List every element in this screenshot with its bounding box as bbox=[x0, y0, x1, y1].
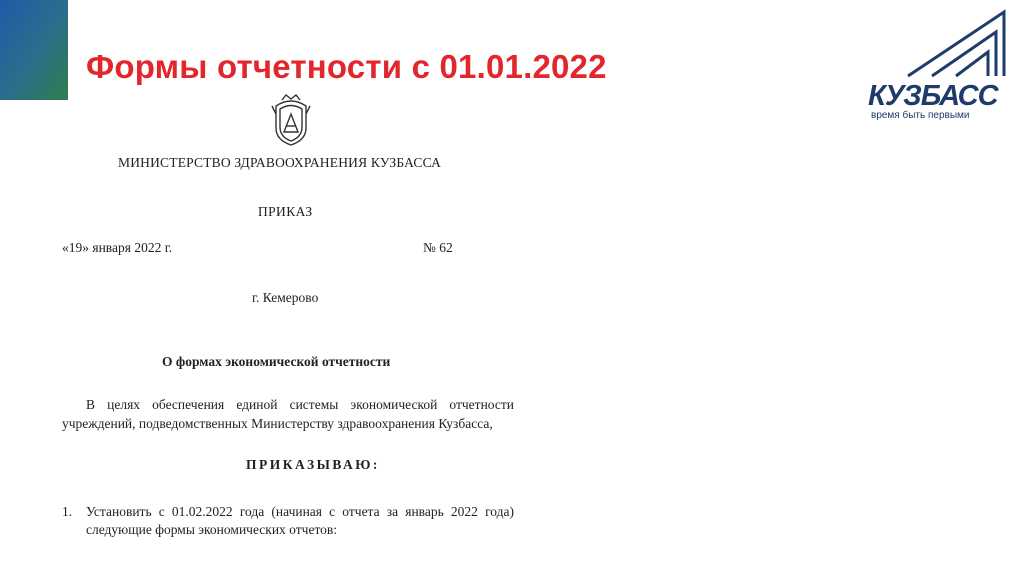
document-date: «19» января 2022 г. bbox=[62, 240, 173, 255]
preamble-line-1: В целях обеспечения единой системы экономической отчетности bbox=[86, 397, 514, 412]
item-line-2: следующие формы экономических отчетов: bbox=[86, 522, 338, 537]
decree-heading: ПРИКАЗЫВАЮ: bbox=[246, 457, 380, 472]
slide-title: Формы отчетности с 01.01.2022 bbox=[86, 48, 607, 85]
item-number: 1. bbox=[62, 504, 73, 519]
ministry-heading: МИНИСТЕРСТВО ЗДРАВООХРАНЕНИЯ КУЗБАССА bbox=[118, 155, 442, 170]
logo-wordmark: КУЗБАСС bbox=[868, 80, 998, 112]
document-type: ПРИКАЗ bbox=[258, 204, 313, 219]
document-number: № 62 bbox=[423, 240, 453, 255]
logo-slogan: время быть первыми bbox=[871, 110, 970, 121]
coat-of-arms-icon bbox=[268, 92, 314, 148]
preamble-line-2: учреждений, подведомственных Министерству здравоохранения Кузбасса, bbox=[62, 416, 493, 431]
document-subject: О формах экономической отчетности bbox=[162, 354, 391, 369]
document-city: г. Кемерово bbox=[252, 290, 319, 305]
item-line-1: Установить с 01.02.2022 года (начиная с отчета за январь 2022 года) bbox=[86, 504, 514, 519]
